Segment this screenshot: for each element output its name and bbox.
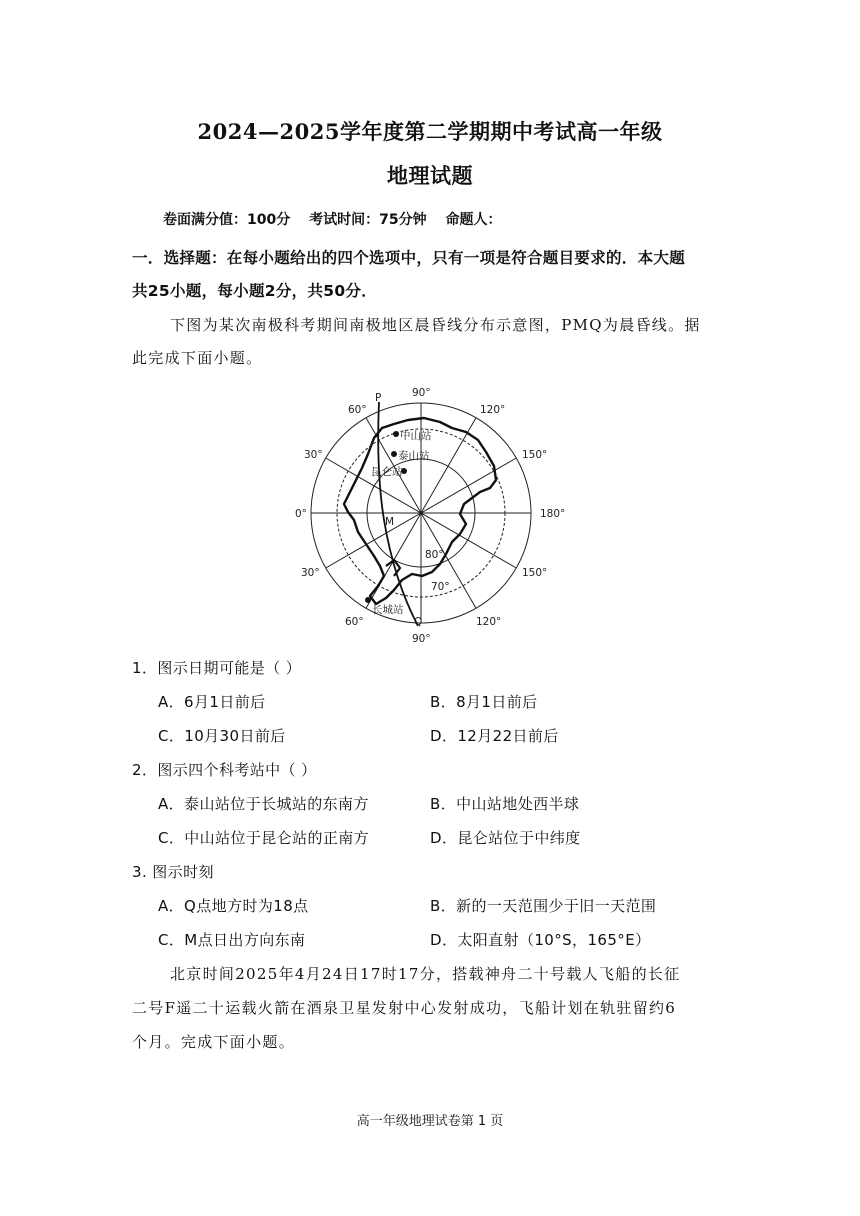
question-1-stem: 1．图示日期可能是（ ） [132, 659, 302, 677]
antarctica-terminator-map [290, 380, 580, 648]
lat-label-80: 80° [425, 549, 444, 561]
question-3-option-c: C．M点日出方向东南 [158, 931, 306, 949]
lon-label-60-bottom: 60° [345, 616, 364, 628]
point-p-label: P [375, 392, 382, 404]
question-1-option-b: B．8月1日前后 [430, 693, 538, 711]
lon-label-90-bottom: 90° [412, 633, 431, 645]
station-changcheng-dot [365, 597, 371, 603]
author: 命题人： [445, 212, 502, 228]
question-2-stem: 2．图示四个科考站中（ ） [132, 761, 317, 779]
question-2-option-d: D．昆仑站位于中纬度 [430, 829, 581, 847]
lon-label-120-bottom: 120° [476, 616, 502, 628]
intro2-line3: 个月。完成下面小题。 [132, 1033, 296, 1051]
question-2-option-b: B．中山站地处西半球 [430, 795, 580, 813]
question-3-option-d: D．太阳直射（10°S，165°E） [430, 931, 651, 949]
lon-label-150-bottom: 150° [522, 567, 548, 579]
question-2-option-a: A．泰山站位于长城站的东南方 [158, 795, 369, 813]
lon-label-120-top: 120° [480, 404, 506, 416]
lon-label-150-top: 150° [522, 449, 548, 461]
question-3-option-a: A．Q点地方时为18点 [158, 897, 309, 915]
exam-title: 2024—2025学年度第二学期期中考试高一年级 [197, 119, 663, 144]
question-1-option-c: C．10月30日前后 [158, 727, 286, 745]
exam-subject-title: 地理试题 [387, 163, 473, 188]
lat-label-70: 70° [431, 581, 450, 593]
section-heading-line2: 共25小题，每小题2分，共50分． [132, 282, 378, 300]
question-3-option-b: B．新的一天范围少于旧一天范围 [430, 897, 657, 915]
station-zhongshan-dot [393, 431, 399, 437]
lon-label-0: 0° [295, 508, 307, 520]
station-zhongshan-label: 中山站 [400, 430, 432, 442]
station-taishan-dot [391, 451, 397, 457]
lon-label-60-top: 60° [348, 404, 367, 416]
station-taishan-label: 泰山站 [398, 450, 430, 462]
question-2-option-c: C．中山站位于昆仑站的正南方 [158, 829, 370, 847]
intro1-line2: 此完成下面小题。 [132, 349, 263, 367]
lon-label-30-bottom: 30° [301, 567, 320, 579]
exam-meta [163, 209, 515, 229]
full-score: 卷面满分值：100分 [163, 212, 291, 228]
intro2-line2: 二号F遥二十运载火箭在酒泉卫星发射中心发射成功，飞船计划在轨驻留约6 [132, 999, 677, 1017]
lon-label-180: 180° [540, 508, 566, 520]
question-3-stem: 3. 图示时刻 [132, 863, 214, 881]
station-changcheng-label: 长城站 [372, 604, 404, 616]
exam-time: 考试时间：75分钟 [309, 212, 427, 228]
lon-label-90-top: 90° [412, 387, 431, 399]
section-heading-line1: 一．选择题：在每小题给出的四个选项中，只有一项是符合题目要求的．本大题 [132, 249, 686, 267]
point-q-label: Q [414, 616, 423, 628]
intro1-line1: 下图为某次南极科考期间南极地区晨昏线分布示意图，PMQ为晨昏线。据 [170, 316, 701, 334]
station-kunlun-label: 昆仑站 [371, 466, 403, 478]
question-1-option-a: A．6月1日前后 [158, 693, 266, 711]
point-m-label: M [385, 516, 395, 528]
question-1-option-d: D．12月22日前后 [430, 727, 559, 745]
intro2-line1: 北京时间2025年4月24日17时17分，搭载神舟二十号载人飞船的长征 [170, 965, 681, 983]
lon-label-30-top: 30° [304, 449, 323, 461]
page-footer: 高一年级地理试卷第 1 页 [356, 1114, 504, 1129]
